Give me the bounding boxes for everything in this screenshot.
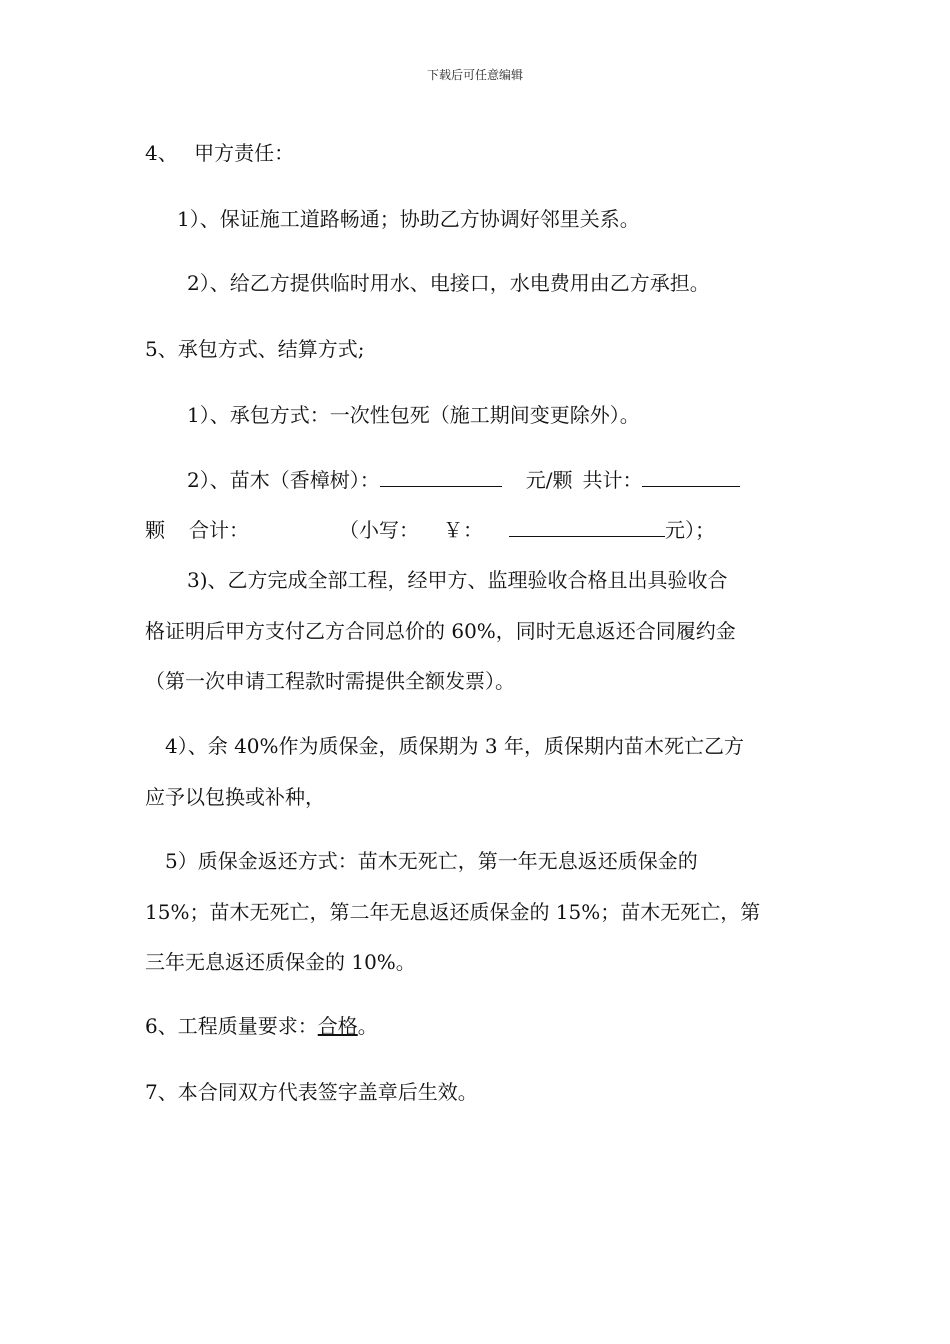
unit-label: 颗 — [145, 518, 165, 542]
quality-value: 合格 — [317, 1014, 358, 1038]
yuan-tail: 元）； — [665, 518, 715, 542]
section-5-item-5-line-1: 5）质保金返还方式：苗木无死亡，第一年无息返还质保金的 — [165, 849, 698, 873]
total-blank — [642, 468, 740, 487]
amount-blank — [509, 518, 665, 537]
sum-label: 合计： — [189, 518, 249, 542]
item-2-prefix: 2）、苗木（香樟树）： — [187, 468, 380, 492]
unit-price-label: 元/颗 — [525, 468, 573, 492]
lower-amount-label: （小写： — [339, 518, 419, 542]
total-label: 共计： — [582, 468, 643, 492]
section-5-item-3-line-3: （第一次申请工程款时需提供全额发票）。 — [145, 669, 515, 693]
section-5-item-5-line-2: 15%；苗木无死亡，第二年无息返还质保金的 15%；苗木无死亡，第 — [145, 900, 761, 924]
section-5-item-2-line-1 — [187, 467, 740, 493]
section-5-item-4-line-1: 4）、余 40%作为质保金，质保期为 3 年，质保期内苗木死亡乙方 — [165, 734, 744, 758]
section-4-item-2: 2）、给乙方提供临时用水、电接口，水电费用由乙方承担。 — [187, 271, 710, 295]
section-5-item-3-line-1: 3)、乙方完成全部工程，经甲方、监理验收合格且出具验收合 — [187, 568, 728, 592]
section-4-title: 4、 甲方责任： — [145, 141, 295, 165]
quality-tail: 。 — [357, 1014, 378, 1038]
section-7: 7、本合同双方代表签字盖章后生效。 — [145, 1080, 478, 1104]
unit-price-blank — [380, 468, 502, 487]
section-5-item-5-line-3: 三年无息返还质保金的 10%。 — [145, 950, 416, 974]
section-4-item-1: 1）、保证施工道路畅通；协助乙方协调好邻里关系。 — [177, 207, 640, 231]
quality-label: 6、工程质量要求： — [145, 1014, 318, 1038]
section-5-item-3-line-2: 格证明后甲方支付乙方合同总价的 60%，同时无息返还合同履约金 — [145, 619, 736, 643]
page-header-note: 下载后可任意编辑 — [426, 68, 523, 82]
section-6 — [145, 1013, 378, 1039]
section-5-title: 5、承包方式、结算方式; — [145, 337, 365, 361]
yen-label: ￥： — [443, 518, 483, 542]
section-5-item-2-line-2 — [145, 517, 715, 543]
section-5-item-1: 1）、承包方式：一次性包死（施工期间变更除外）。 — [187, 403, 640, 427]
section-5-item-4-line-2: 应予以包换或补种， — [145, 785, 325, 809]
